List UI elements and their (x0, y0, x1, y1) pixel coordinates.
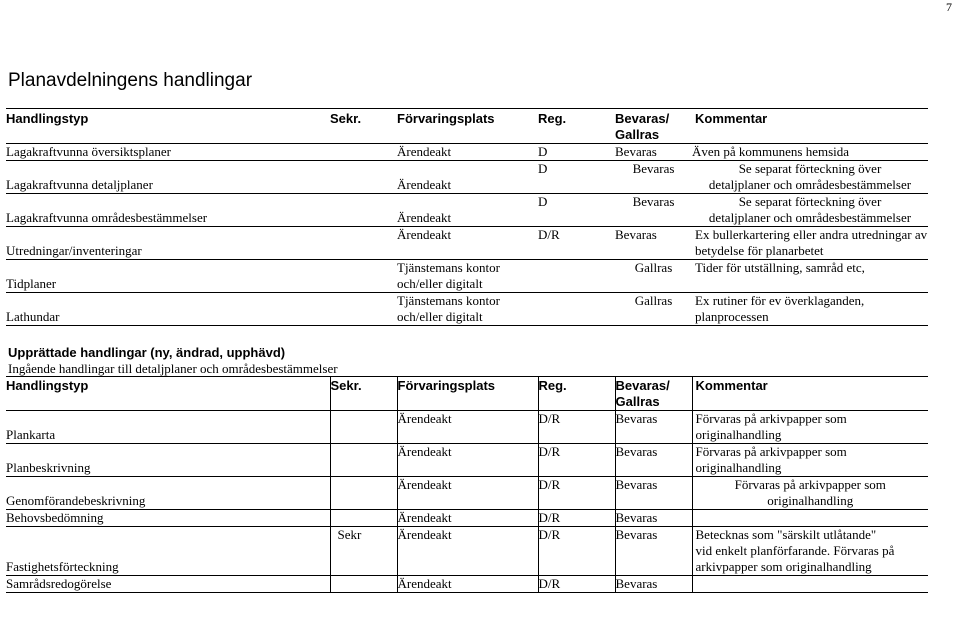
table-row (6, 144, 928, 161)
cell-comment: Förvaras på arkivpapper som originalhandling (692, 411, 928, 444)
cell-sekr: Sekr (330, 527, 397, 576)
cell-place: Ärendeakt (397, 227, 538, 260)
cell-place: Ärendeakt (397, 527, 538, 576)
cell-type: Genomförandebeskrivning (6, 477, 330, 510)
cell-comment: Tider för utställning, samråd etc, (692, 260, 928, 293)
cell-place: Tjänstemans kontor och/eller digitalt (397, 293, 538, 326)
cell-type: Tidplaner (6, 260, 330, 293)
cell-comment: Ex rutiner för ev överklaganden, planprocessen (692, 293, 928, 326)
section-title: Upprättade handlingar (ny, ändrad, upphävd) (8, 345, 286, 360)
cell-sekr (330, 227, 397, 260)
cell-comment: Se separat förteckning över detaljplaner och områdesbestämmelser (692, 161, 928, 194)
cell-bevaras: Bevaras (615, 194, 692, 227)
col-header-forvaringsplats: Förvaringsplats (397, 109, 538, 144)
cell-sekr (330, 161, 397, 194)
cell-reg: D/R (538, 477, 615, 510)
cell-reg: D/R (538, 527, 615, 576)
cell-bevaras: Bevaras (615, 576, 692, 593)
cell-type: Fastighetsförteckning (6, 527, 330, 576)
section-subtitle: Ingående handlingar till detaljplaner och områdesbestämmelser (8, 361, 338, 376)
cell-place: Ärendeakt (397, 411, 538, 444)
table-row (6, 444, 928, 477)
table-header-row (6, 377, 928, 411)
cell-place: Ärendeakt (397, 510, 538, 527)
page-title: Planavdelningens handlingar (8, 70, 253, 91)
table-header-row (6, 109, 928, 144)
cell-place: Ärendeakt (397, 576, 538, 593)
cell-reg: D (538, 194, 615, 227)
table-row (6, 293, 928, 326)
cell-place: Ärendeakt (397, 161, 538, 194)
cell-bevaras: Gallras (615, 293, 692, 326)
table-row (6, 527, 928, 576)
table-row (6, 194, 928, 227)
cell-sekr (330, 477, 397, 510)
cell-sekr (330, 194, 397, 227)
cell-reg: D/R (538, 510, 615, 527)
col-header-reg: Reg. (538, 109, 615, 144)
cell-sekr (330, 576, 397, 593)
cell-type: Behovsbedömning (6, 510, 330, 527)
cell-bevaras: Gallras (615, 260, 692, 293)
cell-place: Tjänstemans kontor och/eller digitalt (397, 260, 538, 293)
cell-comment (692, 510, 928, 527)
upprattade-handlingar-table (6, 376, 928, 593)
cell-bevaras: Bevaras (615, 527, 692, 576)
cell-comment: Förvaras på arkivpapper som originalhandling (692, 444, 928, 477)
col-header-handlingstyp: Handlingstyp (6, 377, 330, 411)
col-header-reg: Reg. (538, 377, 615, 411)
cell-reg: D/R (538, 576, 615, 593)
cell-bevaras: Bevaras (615, 161, 692, 194)
cell-comment (692, 576, 928, 593)
cell-sekr (330, 260, 397, 293)
cell-bevaras: Bevaras (615, 411, 692, 444)
cell-place: Ärendeakt (397, 444, 538, 477)
col-header-handlingstyp: Handlingstyp (6, 109, 330, 144)
cell-comment: Betecknas som "särskilt utlåtande" vid enkelt planförfarande. Förvaras på arkivpapper som originalhandling (692, 527, 928, 576)
cell-sekr (330, 411, 397, 444)
table-row (6, 477, 928, 510)
cell-reg: D (538, 144, 615, 161)
cell-type: Plankarta (6, 411, 330, 444)
col-header-bevaras: Bevaras/ Gallras (615, 109, 692, 144)
cell-reg: D (538, 161, 615, 194)
cell-place: Ärendeakt (397, 144, 538, 161)
cell-bevaras: Bevaras (615, 227, 692, 260)
cell-reg: D/R (538, 227, 615, 260)
cell-reg: D/R (538, 444, 615, 477)
cell-place: Ärendeakt (397, 477, 538, 510)
cell-reg (538, 293, 615, 326)
table-row (6, 576, 928, 593)
cell-sekr (330, 293, 397, 326)
cell-bevaras: Bevaras (615, 510, 692, 527)
cell-type: Lagakraftvunna översiktsplaner (6, 144, 330, 161)
col-header-kommentar: Kommentar (692, 377, 928, 411)
cell-type: Lagakraftvunna områdesbestämmelser (6, 194, 330, 227)
cell-sekr (330, 510, 397, 527)
cell-bevaras: Bevaras (615, 477, 692, 510)
table-row (6, 510, 928, 527)
cell-type: Lagakraftvunna detaljplaner (6, 161, 330, 194)
cell-type: Lathundar (6, 293, 330, 326)
col-header-bevaras: Bevaras/ Gallras (615, 377, 692, 411)
cell-bevaras: Bevaras (615, 144, 692, 161)
table-row (6, 260, 928, 293)
handlingar-table (6, 108, 928, 326)
cell-reg: D/R (538, 411, 615, 444)
cell-sekr (330, 444, 397, 477)
table-row (6, 411, 928, 444)
cell-reg (538, 260, 615, 293)
col-header-kommentar: Kommentar (692, 109, 928, 144)
cell-type: Planbeskrivning (6, 444, 330, 477)
cell-comment: Förvaras på arkivpapper som originalhandling (692, 477, 928, 510)
col-header-forvaringsplats: Förvaringsplats (397, 377, 538, 411)
cell-place: Ärendeakt (397, 194, 538, 227)
cell-comment: Ex bullerkartering eller andra utredningar av betydelse för planarbetet (692, 227, 928, 260)
cell-type: Samrådsredogörelse (6, 576, 330, 593)
page-number: 7 (946, 0, 952, 14)
col-header-sekr: Sekr. (330, 377, 397, 411)
cell-type: Utredningar/inventeringar (6, 227, 330, 260)
table-row (6, 161, 928, 194)
col-header-sekr: Sekr. (330, 109, 397, 144)
cell-sekr (330, 144, 397, 161)
cell-bevaras: Bevaras (615, 444, 692, 477)
cell-comment: Även på kommunens hemsida (692, 144, 928, 161)
cell-comment: Se separat förteckning över detaljplaner och områdesbestämmelser (692, 194, 928, 227)
table-row (6, 227, 928, 260)
